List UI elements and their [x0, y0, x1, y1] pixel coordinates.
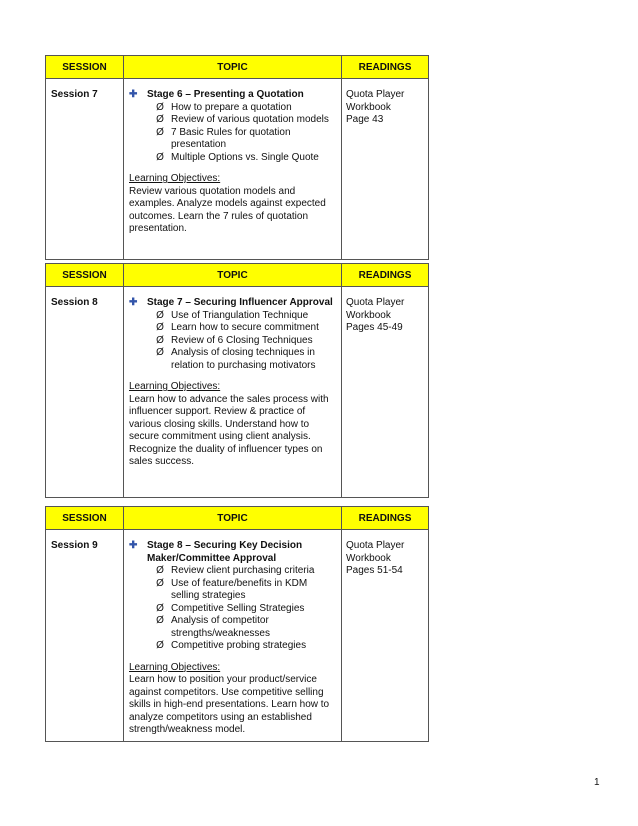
topic-cell: [124, 79, 342, 260]
topic-item: Ø Use of Triangulation Technique: [149, 310, 337, 323]
readings-header: READINGS: [342, 507, 429, 530]
learning-objectives-label: Learning Objectives:: [129, 661, 221, 673]
readings-cell: Quota Player Workbook Pages 51-54: [342, 530, 429, 742]
empty-set-bullet-icon: Ø: [156, 565, 164, 576]
empty-set-bullet-icon: Ø: [156, 151, 164, 163]
session-table-8: [45, 263, 429, 498]
readings-header: READINGS: [342, 56, 429, 79]
topic-cell: [124, 287, 342, 498]
empty-set-bullet-icon: Ø: [156, 334, 164, 346]
arrow-bullet-icon: ✚: [129, 297, 138, 308]
topic-item: Ø Review of various quotation models: [149, 114, 337, 127]
topic-item: Ø Learn how to secure commitment: [149, 322, 337, 335]
topic-header: TOPIC: [124, 264, 342, 287]
empty-set-bullet-icon: Ø: [156, 309, 164, 321]
empty-set-bullet-icon: Ø: [156, 602, 164, 614]
readings-cell: Quota Player Workbook Page 43: [342, 79, 429, 260]
page-number: 1: [594, 777, 600, 788]
learning-objectives-label: Learning Objectives:: [129, 173, 221, 184]
topic-item: Ø Multiple Options vs. Single Quote: [149, 152, 337, 165]
empty-set-bullet-icon: Ø: [156, 114, 164, 125]
session-name: Session 8: [46, 287, 124, 498]
learning-objectives-text: Learn how to position your product/service against competitors. Use competitive selling skills in high-end presentations. Learn how to analyze competitors using an established strength/weakness model.: [129, 674, 330, 735]
topic-item: Ø Review of 6 Closing Techniques: [149, 335, 337, 348]
arrow-bullet-icon: ✚: [129, 89, 138, 100]
topic-item: Ø Review client purchasing criteria: [149, 565, 337, 578]
topic-item: Ø Analysis of closing techniques in relation to purchasing motivators: [149, 347, 337, 372]
stage-heading: ✚ Stage 7 – Securing Influencer Approval: [129, 297, 333, 308]
session-header: SESSION: [46, 264, 124, 287]
stage-heading: ✚ Stage 6 – Presenting a Quotation: [129, 89, 304, 100]
session-table-9: [45, 506, 429, 742]
topic-item: Ø Competitive Selling Strategies: [149, 603, 337, 616]
arrow-bullet-icon: ✚: [129, 540, 138, 551]
topic-item: Ø Analysis of competitor strengths/weaknesses: [149, 615, 337, 640]
readings-header: READINGS: [342, 264, 429, 287]
readings-cell: Quota Player Workbook Pages 45-49: [342, 287, 429, 498]
topic-item: Ø Use of feature/benefits in KDM selling strategies: [149, 578, 337, 603]
topic-header: TOPIC: [124, 507, 342, 530]
empty-set-bullet-icon: Ø: [156, 640, 164, 651]
session-name: Session 9: [46, 530, 124, 742]
topic-item: Ø Competitive probing strategies: [149, 640, 337, 653]
empty-set-bullet-icon: Ø: [156, 126, 164, 138]
topic-header: TOPIC: [124, 56, 342, 79]
learning-objectives-label: Learning Objectives:: [129, 381, 221, 392]
empty-set-bullet-icon: Ø: [156, 347, 164, 358]
empty-set-bullet-icon: Ø: [156, 615, 164, 626]
session-table-7: [45, 55, 429, 260]
session-header: SESSION: [46, 56, 124, 79]
stage-heading: ✚ Stage 8 – Securing Key Decision Maker/Committee Approval: [129, 540, 303, 564]
session-header: SESSION: [46, 507, 124, 530]
session-name: Session 7: [46, 79, 124, 260]
empty-set-bullet-icon: Ø: [156, 577, 164, 589]
empty-set-bullet-icon: Ø: [156, 101, 164, 113]
learning-objectives-text: Learn how to advance the sales process with influencer support. Review & practice of various closing skills. Understand how to secure commitment using client analysis. Recognize the duality of influencer types on sales success.: [129, 393, 329, 467]
topic-cell: [124, 530, 342, 742]
topic-item: Ø 7 Basic Rules for quotation presentation: [149, 127, 337, 152]
learning-objectives-text: Review various quotation models and examples. Analyze models against expected outcomes. Learn the 7 rules of quotation presentation.: [129, 185, 326, 234]
topic-item: Ø How to prepare a quotation: [149, 102, 337, 115]
empty-set-bullet-icon: Ø: [156, 322, 164, 333]
